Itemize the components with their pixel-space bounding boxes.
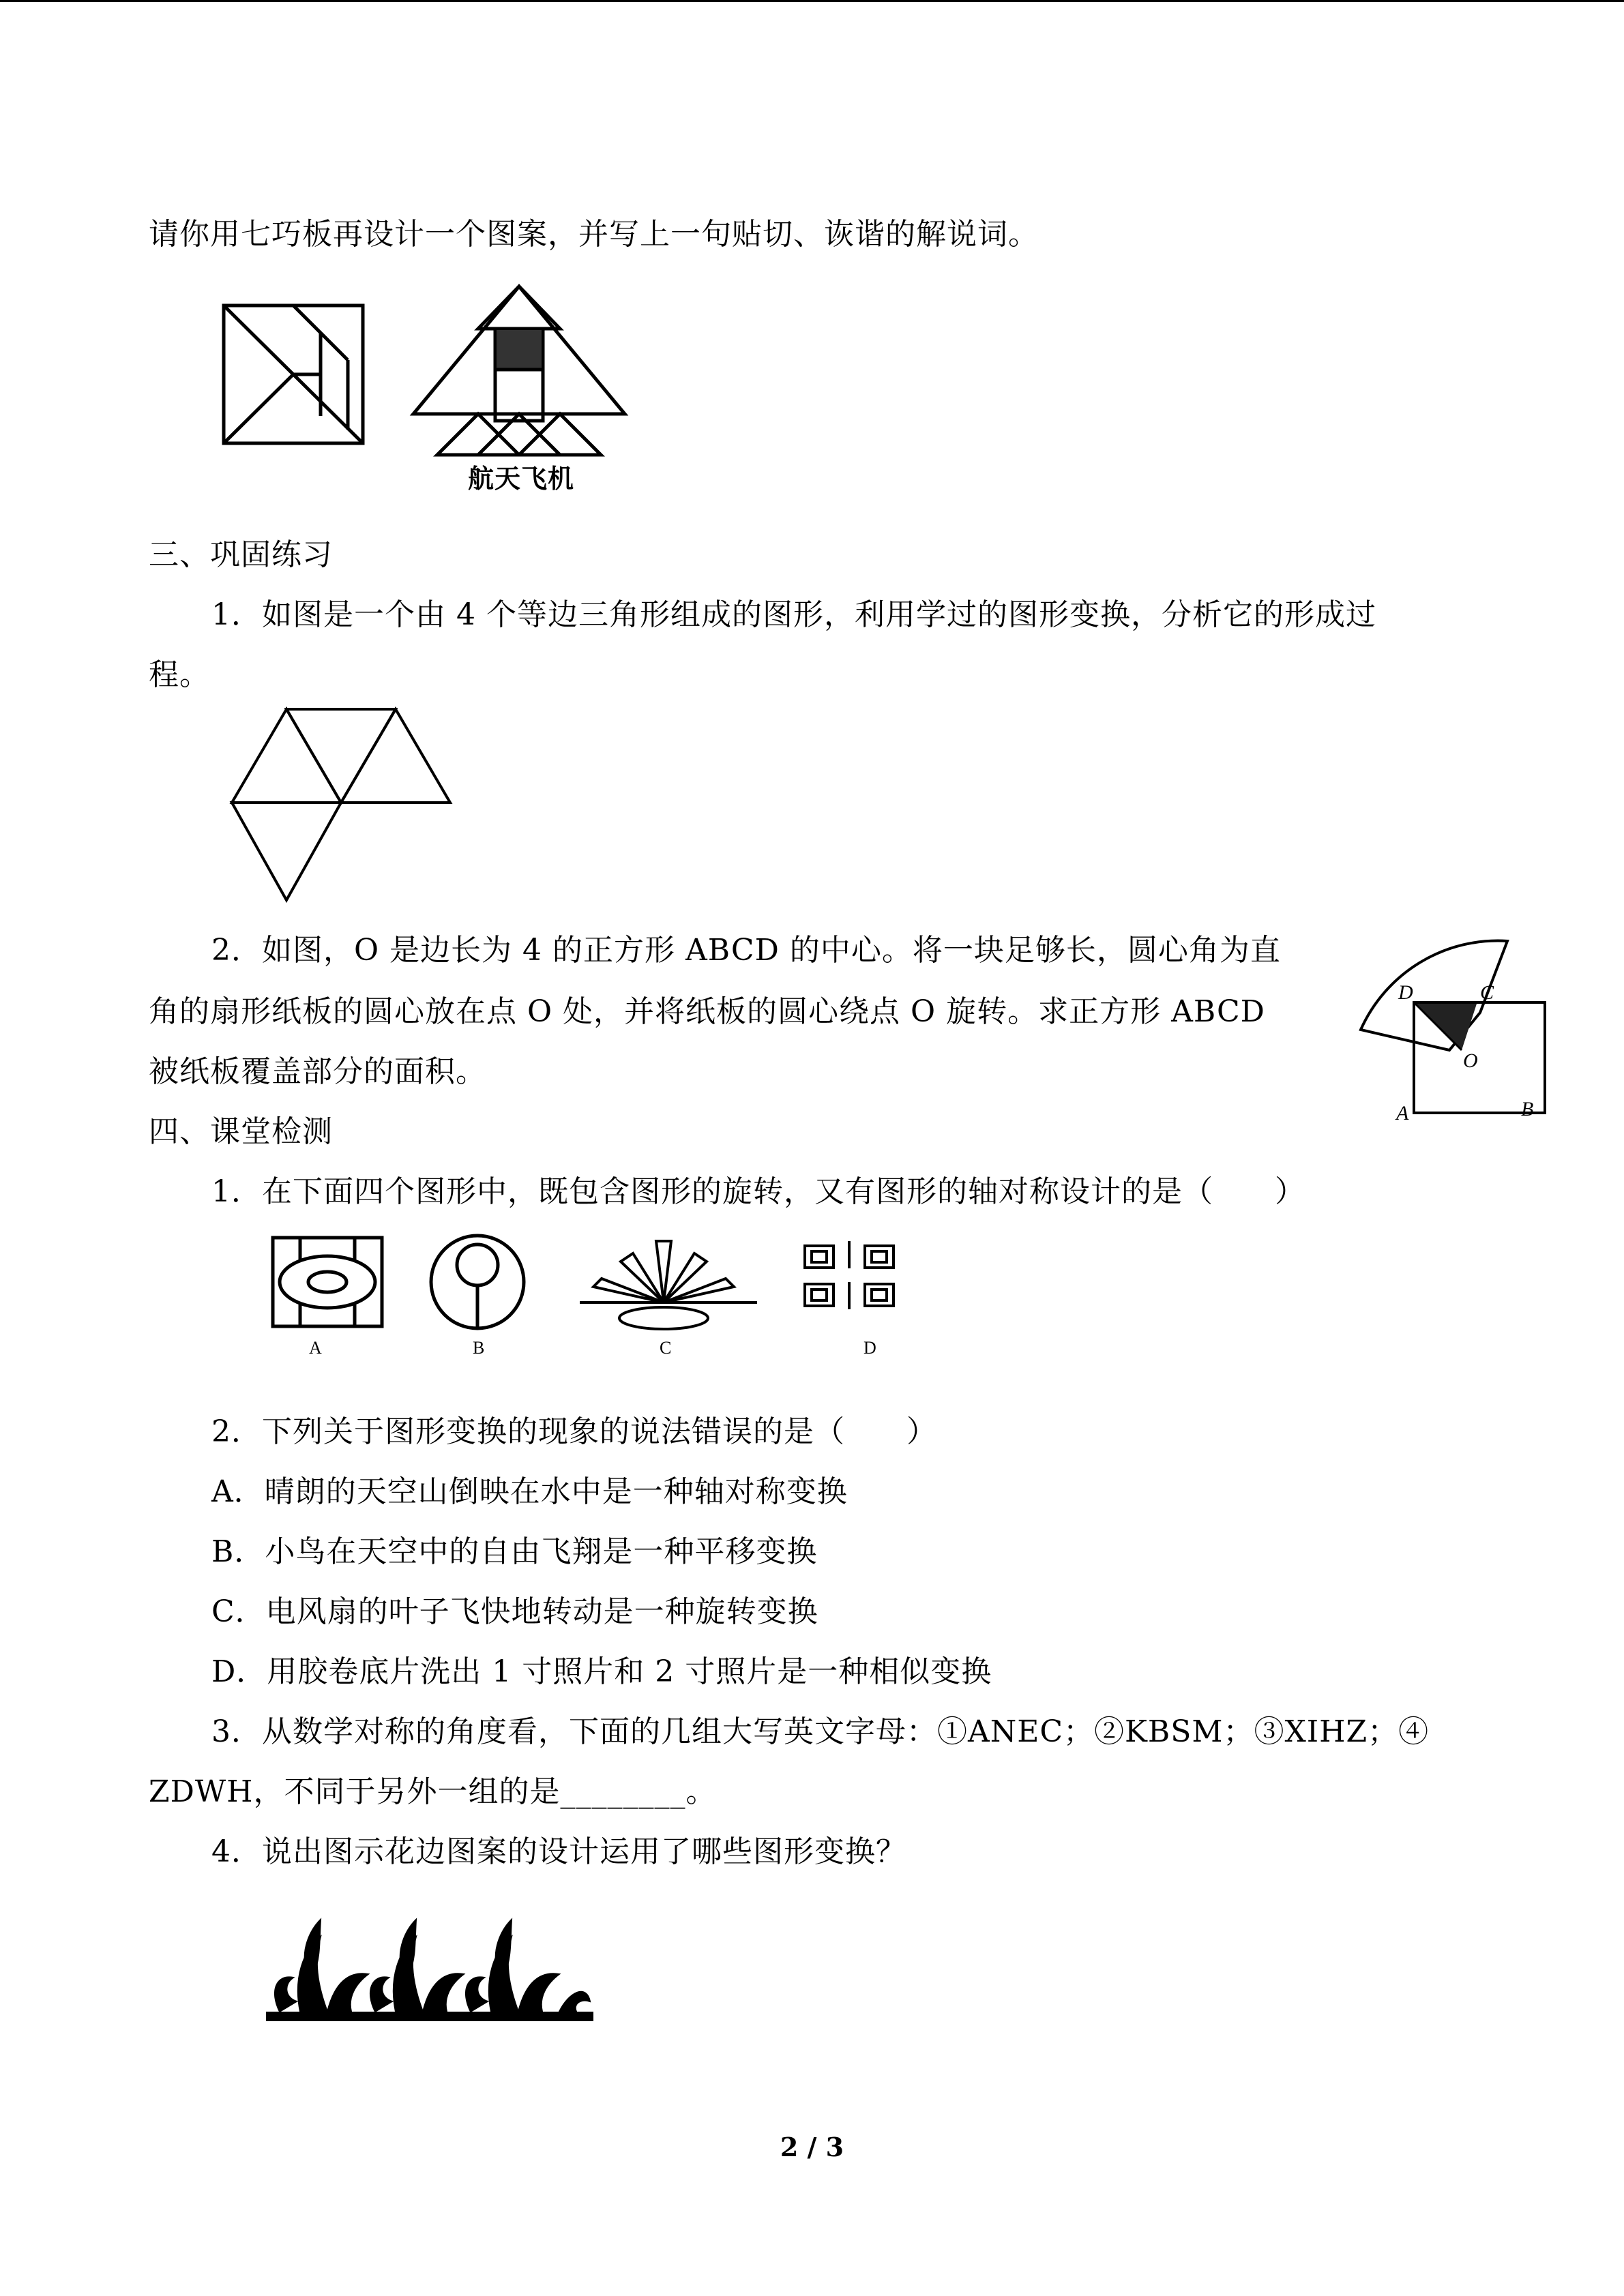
tangram-rocket-figure xyxy=(407,281,632,455)
label-c: C xyxy=(1480,981,1494,1004)
label-a: A xyxy=(1396,1102,1409,1124)
figure-d xyxy=(805,1241,894,1309)
figure-label-b: B xyxy=(473,1338,485,1358)
s4-q2-option-c: C．电风扇的叶子飞快地转动是一种旋转变换 xyxy=(211,1594,818,1629)
s4-q3-line2: ZDWH，不同于另外一组的是________。 xyxy=(149,1774,717,1809)
label-b: B xyxy=(1521,1098,1534,1120)
four-triangles-figure xyxy=(225,706,457,907)
s3-q2-line2: 角的扇形纸板的圆心放在点 O 处，并将纸板的圆心绕点 O 旋转。求正方形 ABCD xyxy=(149,994,1265,1029)
option-figures xyxy=(266,1231,948,1367)
s4-q2-option-b: B．小鸟在天空中的自由飞翔是一种平移变换 xyxy=(211,1534,818,1569)
section3-title: 三、巩固练习 xyxy=(149,537,333,572)
label-d: D xyxy=(1398,981,1413,1004)
page-number: 2 / 3 xyxy=(780,2132,844,2162)
figure-label-d: D xyxy=(863,1338,876,1358)
s4-q3-line1: 3．从数学对称的角度看，下面的几组大写英文字母：①ANEC；②KBSM；③XIHZ；④ xyxy=(211,1714,1430,1749)
s4-q2-option-d: D．用胶卷底片洗出 1 寸照片和 2 寸照片是一种相似变换 xyxy=(211,1654,992,1689)
tangram-caption: 航天飞机 xyxy=(468,463,575,494)
section4-title: 四、课堂检测 xyxy=(149,1114,333,1149)
figure-c xyxy=(580,1241,757,1329)
s3-q1-line2: 程。 xyxy=(149,657,210,692)
page-top-rule xyxy=(0,0,1624,2)
lace-border-figure xyxy=(266,1909,593,2025)
figure-label-c: C xyxy=(660,1338,672,1358)
label-o: O xyxy=(1463,1049,1478,1072)
figure-a xyxy=(273,1238,382,1326)
s3-q1-line1: 1．如图是一个由 4 个等边三角形组成的图形，利用学过的图形变换，分析它的形成过 xyxy=(211,597,1376,632)
s3-q2-line3: 被纸板覆盖部分的面积。 xyxy=(149,1054,486,1089)
s4-q4: 4．说出图示花边图案的设计运用了哪些图形变换？ xyxy=(211,1834,906,1869)
s3-q2-line1: 2．如图，O 是边长为 4 的正方形 ABCD 的中心。将一块足够长，圆心角为直 xyxy=(211,933,1281,968)
s4-q1: 1．在下面四个图形中，既包含图形的旋转，又有图形的轴对称设计的是（ ） xyxy=(211,1174,1305,1209)
tangram-square-figure xyxy=(218,300,368,447)
intro-text: 请你用七巧板再设计一个图案，并写上一句贴切、诙谐的解说词。 xyxy=(149,217,1039,252)
square-sector-figure xyxy=(1354,934,1548,1125)
s4-q2-option-a: A．晴朗的天空山倒映在水中是一种轴对称变换 xyxy=(211,1474,848,1509)
figure-b xyxy=(431,1236,524,1328)
s4-q2: 2．下列关于图形变换的现象的说法错误的是（ ） xyxy=(211,1414,937,1449)
figure-label-a: A xyxy=(309,1338,322,1358)
